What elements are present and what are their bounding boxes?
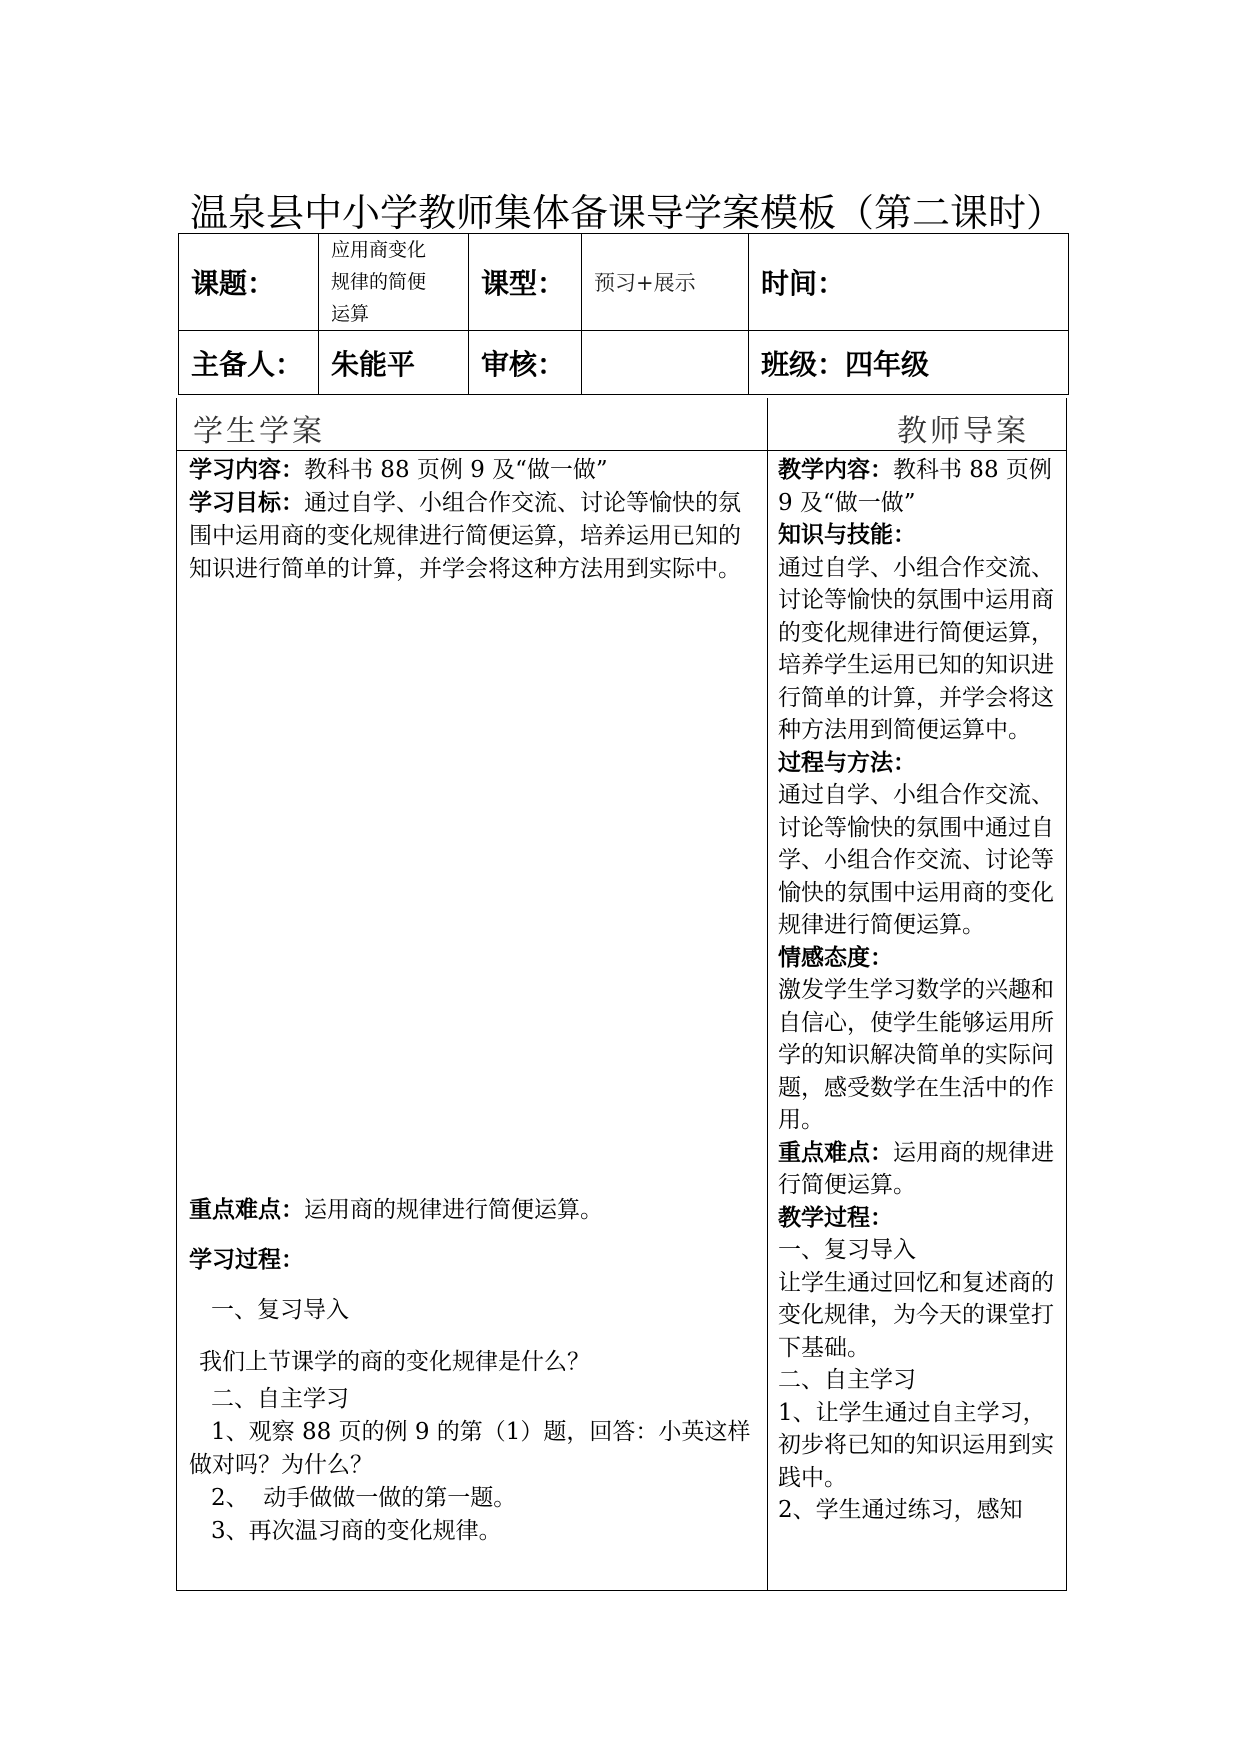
header-row-1 — [179, 234, 1069, 331]
plan-table — [176, 398, 1067, 1591]
content-text: 教科书 88 页例 9 及“做一做” — [304, 457, 608, 483]
content-text: 教科书 88 页例 9 及“做一做” — [778, 457, 1052, 516]
time-label: 时间： — [749, 234, 1069, 331]
student-step: 二、自主学习 — [211, 1386, 349, 1412]
student-column — [189, 454, 759, 586]
skill-text: 通过自学、小组合作交流、讨论等愉快的氛围中运用商的变化规律进行简便运算，培养学生运用已知的知识进行简单的计算，并学会将这种方法用到简便运算中。 — [778, 554, 1054, 743]
topic-label: 课题： — [179, 234, 319, 331]
teacher-process-label: 教学过程： — [778, 1204, 893, 1231]
student-step: 一、复习导入 — [211, 1297, 349, 1323]
key-label: 重点难点： — [778, 1139, 893, 1166]
lead-label: 主备人： — [179, 331, 319, 395]
method-label: 过程与方法： — [778, 749, 916, 776]
topic-line: 应用商变化 — [331, 239, 427, 261]
review-label: 审核： — [469, 331, 582, 395]
goal-text: 通过自学、小组合作交流、讨论等愉快的氛围中运用商的变化规律进行简便运算，培养运用已知的知识进行简单的计算，并学会将这种方法用到实际中。 — [189, 490, 741, 582]
student-content — [189, 454, 759, 487]
student-step: 我们上节课学的商的变化规律是什么？ — [199, 1349, 590, 1375]
key-text: 运用商的规律进行简便运算。 — [778, 1139, 1054, 1198]
student-step: 2、 动手做做一做的第一题。 — [211, 1485, 517, 1511]
content-label: 教学内容： — [778, 457, 893, 483]
header-row-2 — [179, 331, 1069, 395]
emotion-text: 激发学生学习数学的兴趣和自信心，使学生能够运用所学的知识解决简单的实际问题，感受数学在生活中的作用。 — [778, 977, 1054, 1133]
content-label: 学习内容： — [189, 457, 304, 483]
teacher-step: 二、自主学习 — [778, 1367, 916, 1393]
topic-value — [319, 234, 469, 331]
teacher-heading: 教师导案 — [897, 414, 1029, 449]
header-table — [178, 233, 1069, 395]
topic-line: 规律的简便 — [331, 271, 427, 293]
type-value: 预习+展示 — [582, 234, 749, 331]
key-text: 运用商的规律进行简便运算。 — [304, 1197, 603, 1223]
student-heading: 学生学案 — [193, 414, 325, 449]
student-process-label: 学习过程： — [189, 1247, 304, 1273]
class-cell — [749, 331, 1069, 395]
teacher-step-text: 2、学生通过练习，感知 — [778, 1497, 1023, 1523]
heading-divider — [177, 450, 1066, 451]
class-label: 班级： — [761, 347, 846, 381]
topic-line: 运算 — [331, 303, 370, 325]
emotion-label: 情感态度： — [778, 944, 893, 971]
student-step: 3、再次温习商的变化规律。 — [211, 1518, 502, 1544]
teacher-key — [778, 1137, 1058, 1202]
review-value — [582, 331, 749, 395]
student-step: 1、观察 88 页的例 9 的第（1）题，回答：小英这样做对吗？为什么？ — [189, 1419, 751, 1478]
key-label: 重点难点： — [189, 1197, 304, 1223]
type-label: 课型： — [469, 234, 582, 331]
class-value: 四年级 — [845, 347, 930, 381]
skill-label: 知识与技能： — [778, 522, 916, 548]
method-text: 通过自学、小组合作交流、讨论等愉快的氛围中通过自学、小组合作交流、讨论等愉快的氛围中运用商的变化规律进行简便运算。 — [778, 782, 1054, 938]
teacher-content — [778, 454, 1058, 519]
goal-label: 学习目标： — [189, 490, 304, 516]
teacher-step-text: 1、让学生通过自主学习，初步将已知的知识运用到实践中。 — [778, 1399, 1054, 1491]
teacher-column — [778, 454, 1058, 1527]
student-key — [189, 1194, 759, 1227]
page-title: 温泉县中小学教师集体备课导学案模板（第二课时） — [190, 191, 1065, 235]
teacher-step: 一、复习导入 — [778, 1237, 916, 1263]
lead-value: 朱能平 — [319, 331, 469, 395]
teacher-step-text: 让学生通过回忆和复述商的变化规律，为今天的课堂打下基础。 — [778, 1269, 1054, 1361]
student-goal — [189, 487, 759, 586]
